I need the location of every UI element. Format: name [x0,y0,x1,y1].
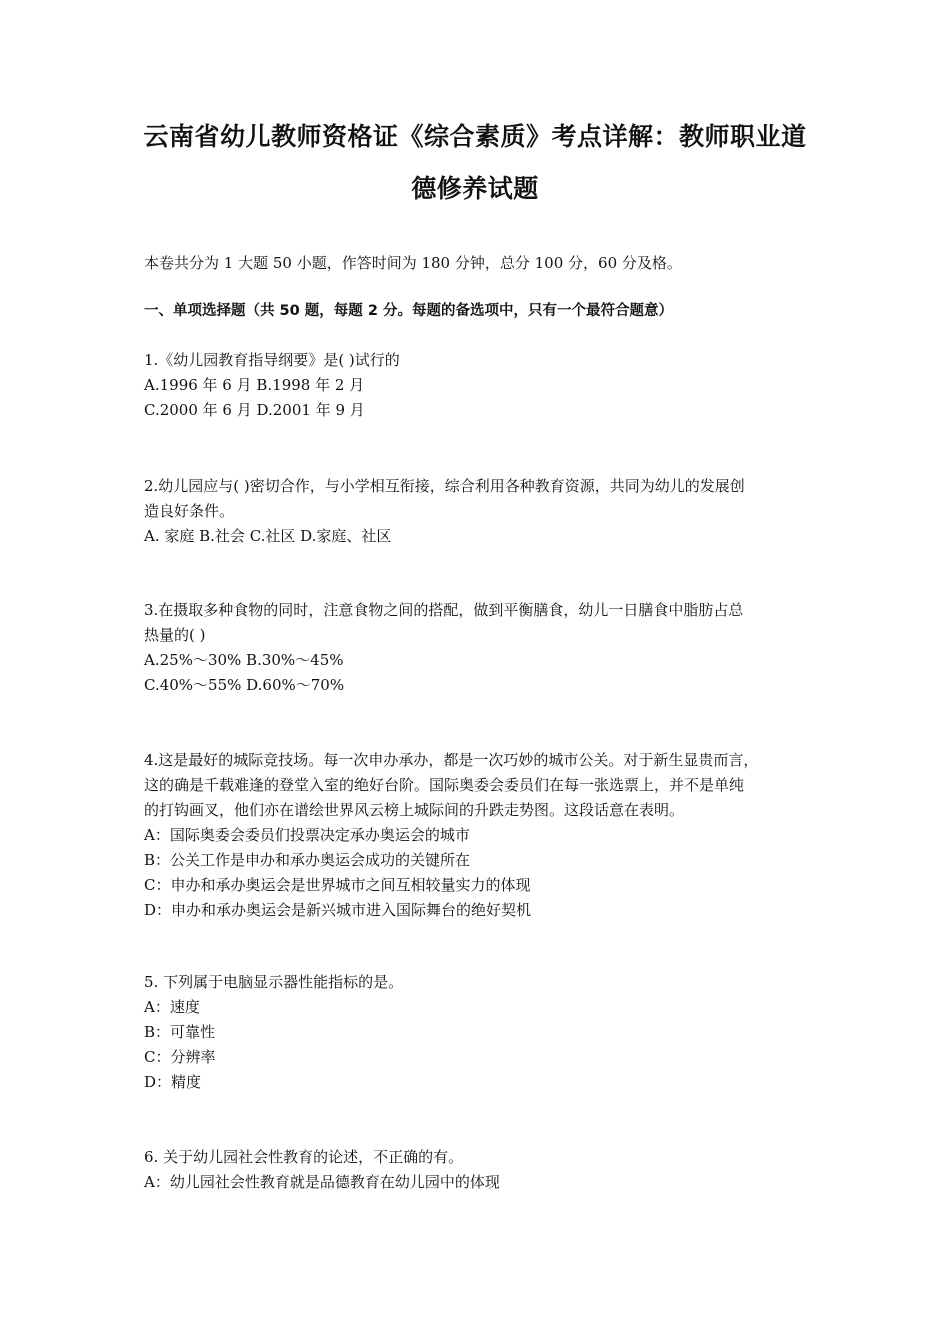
question-option-a: A：速度 [144,998,200,1016]
section-heading: 一、单项选择题（共 50 题，每题 2 分。每题的备选项中，只有一个最符合题意） [144,303,673,319]
question-stem-cont: 造良好条件。 [144,502,235,520]
document-title-line-1: 云南省幼儿教师资格证《综合素质》考点详解：教师职业道 [143,122,807,151]
question-stem-cont: 热量的( ) [144,626,206,644]
question-stem: 3.在摄取多种食物的同时，注意食物之间的搭配，做到平衡膳食，幼儿一日膳食中脂肪占总 [144,601,744,619]
question-option-d: D：申办和承办奥运会是新兴城市进入国际舞台的绝好契机 [144,901,532,919]
question-option: C.40%～55% D.60%～70% [144,676,345,694]
question-stem: 1.《幼儿园教育指导纲要》是( )试行的 [144,351,400,369]
question-option: A.1996 年 6 月 B.1998 年 2 月 [144,376,365,394]
question-option-c: C：申办和承办奥运会是世界城市之间互相较量实力的体现 [144,876,531,894]
question-option: C.2000 年 6 月 D.2001 年 9 月 [144,401,365,419]
question-option-a: A：国际奥委会委员们投票决定承办奥运会的城市 [144,826,470,844]
question-stem-cont: 的打钩画叉，他们亦在谱绘世界风云榜上城际间的升跌走势图。这段话意在表明。 [144,801,685,819]
question-4 [144,748,824,923]
question-stem: 4.这是最好的城际竞技场。每一次申办承办，都是一次巧妙的城市公关。对于新生显贵而言， [144,751,759,769]
question-6 [144,1145,824,1195]
question-option-d: D：精度 [144,1073,202,1091]
question-stem: 6. 关于幼儿园社会性教育的论述，不正确的有。 [144,1148,464,1166]
question-option-b: B：可靠性 [144,1023,216,1041]
question-option-a: A：幼儿园社会性教育就是品德教育在幼儿园中的体现 [144,1173,500,1191]
question-stem-cont: 这的确是千载难逢的登堂入室的绝好台阶。国际奥委会委员们在每一张选票上，并不是单纯 [144,776,745,794]
question-option-b: B：公关工作是申办和承办奥运会成功的关键所在 [144,851,471,869]
question-2 [144,474,824,549]
question-stem: 2.幼儿园应与( )密切合作，与小学相互衔接，综合利用各种教育资源，共同为幼儿的发展创 [144,477,745,495]
exam-intro: 本卷共分为 1 大题 50 小题，作答时间为 180 分钟，总分 100 分，60 分及格。 [144,254,682,272]
question-3 [144,598,824,698]
question-option-c: C：分辨率 [144,1048,216,1066]
question-1 [144,348,824,423]
question-option: A.25%～30% B.30%～45% [144,651,344,669]
document-title-line-2: 德修养试题 [411,174,539,203]
question-5 [144,970,824,1095]
question-stem: 5. 下列属于电脑显示器性能指标的是。 [144,973,404,991]
question-option: A. 家庭 B.社会 C.社区 D.家庭、社区 [144,527,392,545]
